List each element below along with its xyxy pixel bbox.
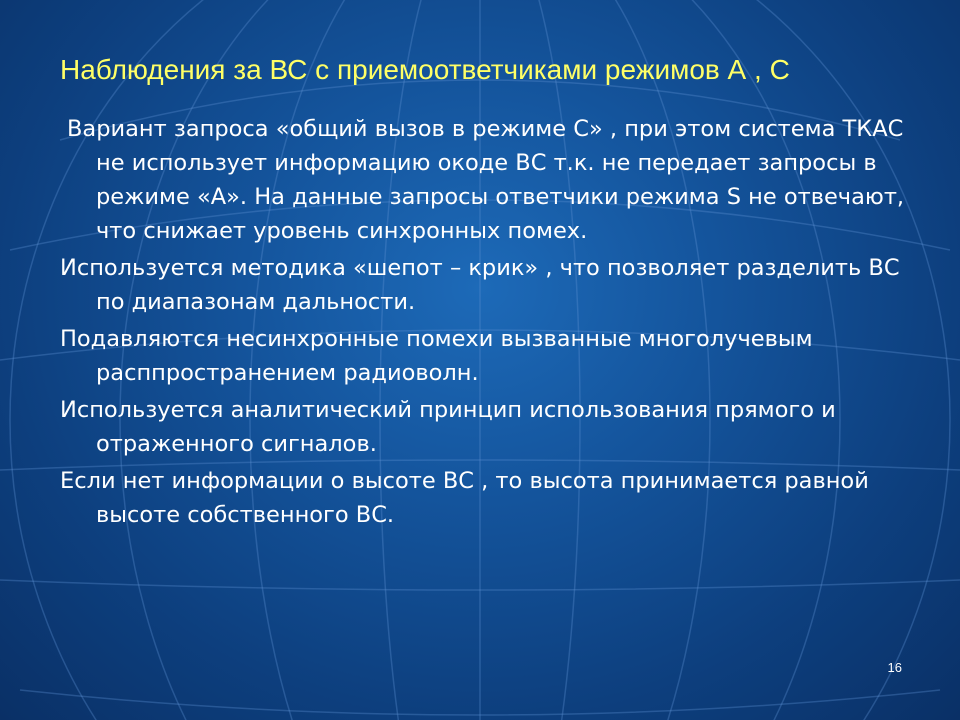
slide-title: Наблюдения за ВС с приемоответчиками режимов А , С [60,54,790,85]
paragraph-query-variant: Вариант запроса «общий вызов в режиме С» , при этом система ТКАС не использует информацию окоде ВС т.к. не передает запросы в режиме «А». На данные запросы ответчики режима S не отвечают, что снижает уровень синхронных помех. [67,116,905,244]
page-number: 16 [887,660,902,675]
paragraph-altitude-default: Если нет информации о высоте ВС , то высота принимается равной высоте собственного ВС. [60,468,869,528]
slide-body [60,112,920,535]
paragraph-whisper-shout: Используется методика «шепот – крик» , что позволяет разделить ВС по диапазонам дальности. [60,255,900,315]
paragraph-analytic-principle: Используется аналитический принцип использования прямого и отраженного сигналов. [60,397,836,457]
paragraph-interference-suppression: Подавляются несинхронные помехи вызванные многолучевым расппространением радиоволн. [60,326,813,386]
